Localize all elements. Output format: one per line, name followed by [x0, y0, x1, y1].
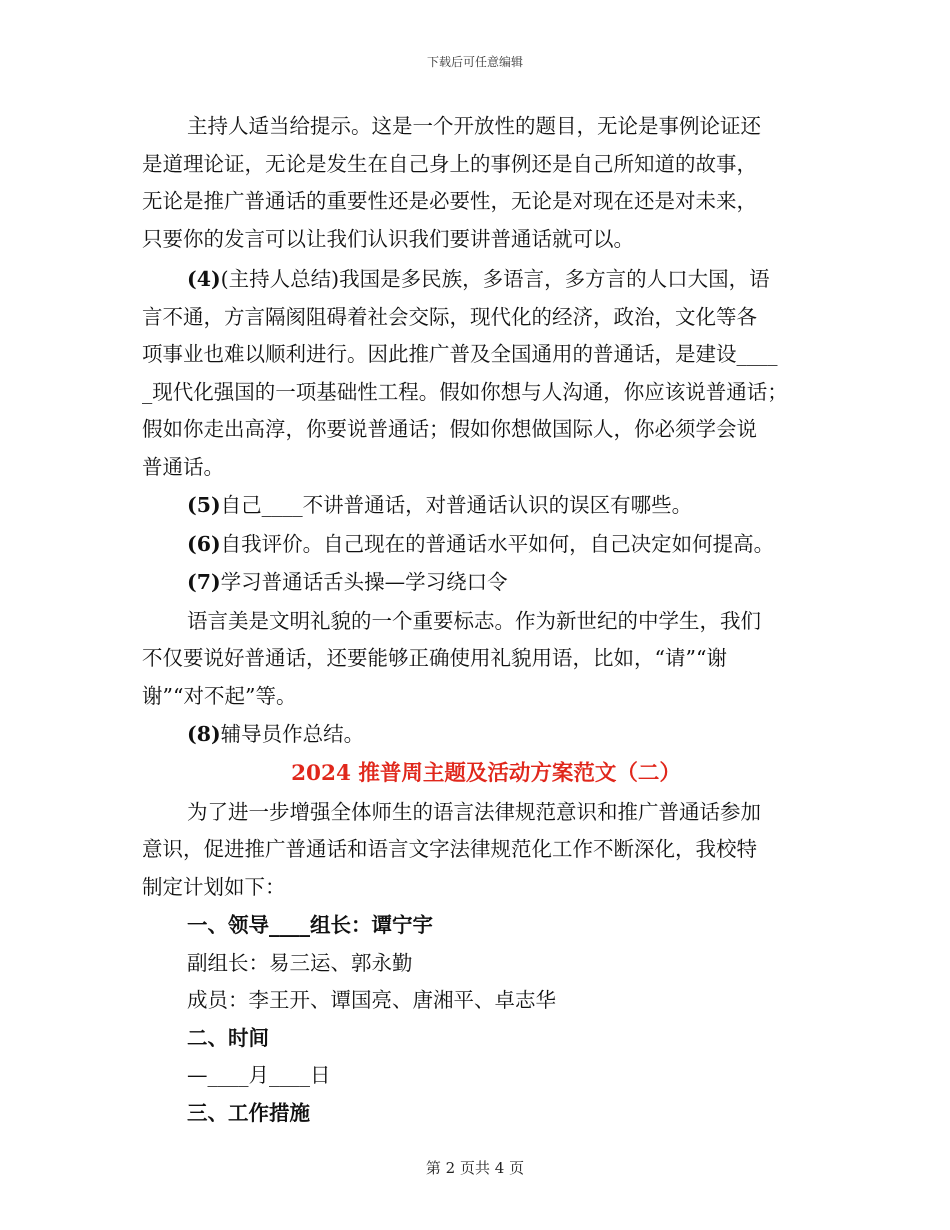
page-header: 下载后可任意编辑: [426, 55, 523, 69]
time-line: —____月____日: [187, 1063, 331, 1087]
heading-leadership: 一、领导____组长：谭宁宇: [187, 913, 433, 937]
paragraph-text: (主持人总结)我国是多民族，多语言，多方言的人口大国，语: [220, 267, 770, 291]
paragraph-line: 只要你的发言可以让我们认识我们要讲普通话就可以。: [142, 226, 634, 251]
item-number: (7): [187, 570, 221, 594]
item-number: (8): [187, 722, 221, 746]
paragraph-line: 意识，促进推广普通话和语言文字法律规范化工作不断深化，我校特: [142, 837, 757, 861]
item-number: (5): [187, 493, 221, 517]
document-body: [142, 108, 814, 1132]
vice-leader-line: 副组长：易三运、郭永勤: [187, 950, 413, 975]
paragraph-line: 假如你走出高淳，你要说普通话；假如你想做国际人，你必须学会说: [142, 417, 757, 441]
paragraph-line: [142, 487, 814, 525]
paragraph-line: [142, 716, 814, 754]
paragraph-line: [142, 564, 814, 602]
paragraph-line: 语言美是文明礼貌的一个重要标志。作为新世纪的中学生，我们: [187, 608, 761, 633]
paragraph-line: [142, 261, 814, 299]
paragraph-text: 自我评价。自己现在的普通话水平如何，自己决定如何提高。: [220, 531, 775, 556]
heading-measures: 三、工作措施: [187, 1100, 310, 1125]
paragraph-line: 项事业也难以顺利进行。因此推广普及全国通用的普通话，是建设____: [142, 342, 778, 366]
paragraph-line: 为了进一步增强全体师生的语言法律规范意识和推广普通话参加: [187, 799, 761, 824]
paragraph-line: 制定计划如下：: [142, 874, 286, 899]
members-line: 成员：李王开、谭国亮、唐湘平、卓志华: [187, 988, 556, 1012]
paragraph-text: 自己____不讲普通话，对普通话认识的误区有哪些。: [220, 493, 693, 517]
page-footer: 第 2 页共 4 页: [425, 1159, 525, 1177]
paragraph-text: 辅导员作总结。: [220, 722, 365, 746]
paragraph-line: _现代化强国的一项基础性工程。假如你想与人沟通，你应该说普通话；: [142, 379, 788, 404]
paragraph-line: 普通话。: [142, 454, 224, 479]
paragraph-line: 是道理论证，无论是发生在自己身上的事例还是自己所知道的故事，: [142, 151, 757, 176]
section-title: 2024 推普周主题及活动方案范文（二）: [291, 760, 681, 786]
paragraph-line: 谢”“对不起”等。: [142, 683, 297, 708]
heading-time: 二、时间: [187, 1025, 269, 1050]
paragraph-line: [142, 526, 814, 564]
paragraph-line: 不仅要说好普通话，还要能够正确使用礼貌用语，比如，“请”“谢: [142, 646, 727, 670]
paragraph-text: 学习普通话舌头操—学习绕口令: [220, 570, 508, 594]
paragraph-line: 主持人适当给提示。这是一个开放性的题目，无论是事例论证还: [187, 114, 761, 138]
paragraph-line: 言不通，方言隔阂阻碍着社会交际，现代化的经济，政治，文化等各: [142, 304, 757, 329]
item-number: (6): [187, 531, 221, 556]
item-number: (4): [187, 267, 221, 291]
paragraph-line: 无论是推广普通话的重要性还是必要性，无论是对现在还是对未来，: [142, 189, 757, 213]
